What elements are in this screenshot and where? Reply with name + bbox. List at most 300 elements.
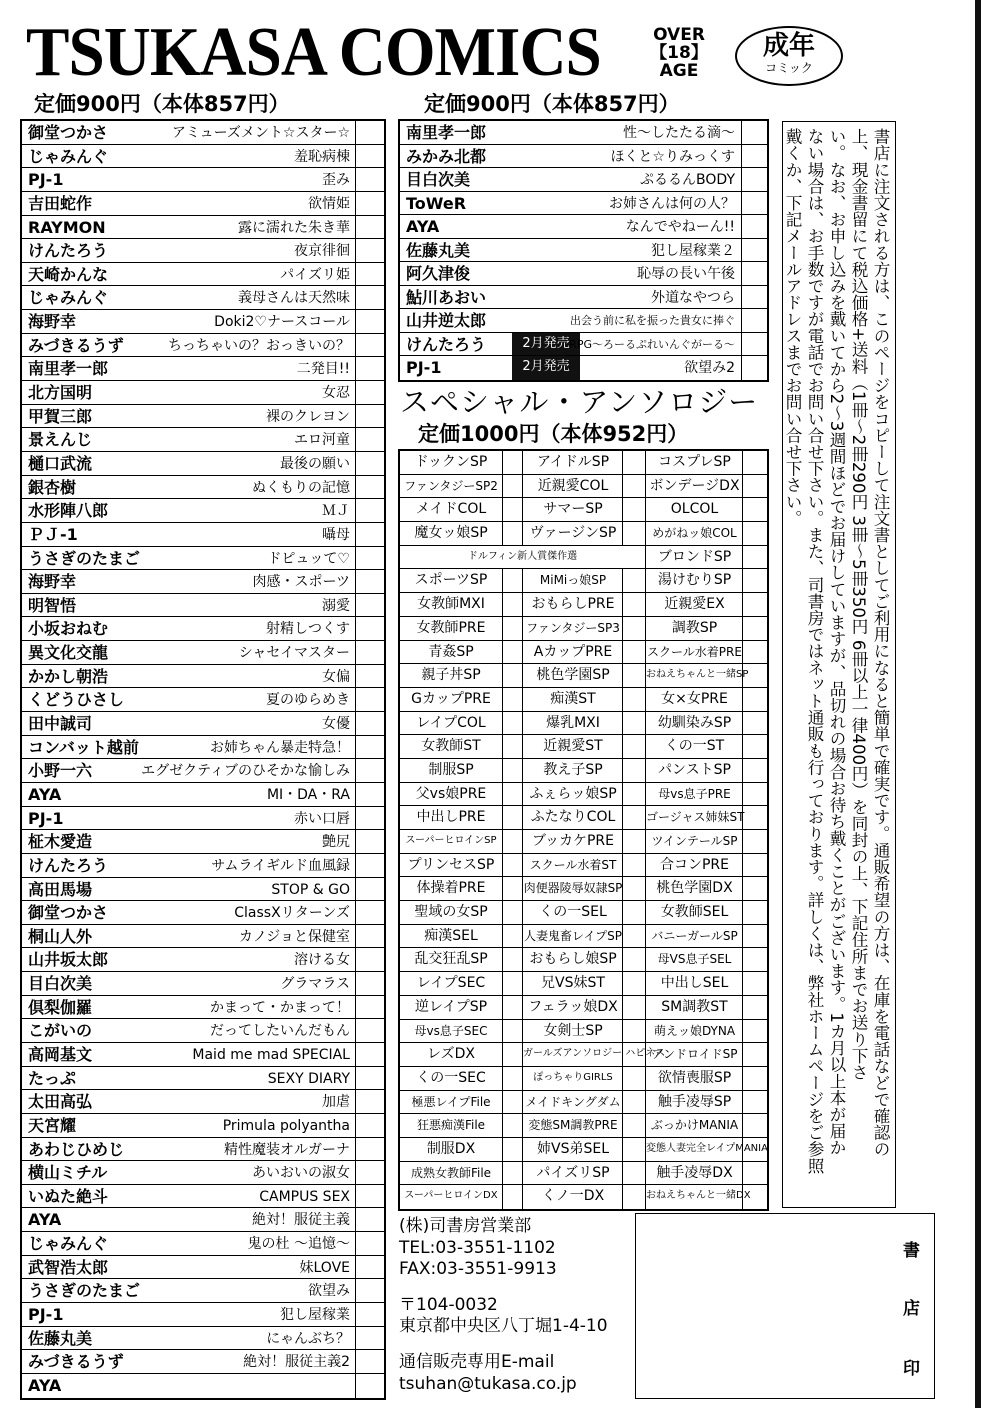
order-checkbox[interactable] — [502, 451, 523, 474]
anthology-title: めがねッ娘COL — [645, 522, 743, 545]
order-checkbox[interactable] — [742, 1162, 772, 1185]
order-checkbox[interactable] — [502, 1020, 523, 1043]
order-checkbox[interactable] — [622, 877, 646, 900]
table-row — [22, 641, 384, 665]
order-checkbox[interactable] — [622, 569, 646, 592]
order-checkbox[interactable] — [502, 783, 523, 806]
anthology-title: 萌えッ娘DYNA — [645, 1020, 743, 1043]
order-checkbox[interactable] — [622, 854, 646, 877]
order-checkbox[interactable] — [502, 641, 523, 664]
book-title: 歪み — [322, 172, 350, 189]
order-checkbox[interactable] — [355, 925, 384, 948]
order-checkbox[interactable] — [741, 239, 767, 262]
order-checkbox[interactable] — [355, 428, 384, 451]
order-checkbox[interactable] — [355, 736, 384, 759]
order-checkbox[interactable] — [741, 215, 767, 238]
order-checkbox[interactable] — [355, 476, 384, 499]
order-checkbox[interactable] — [355, 192, 384, 215]
table-row — [22, 357, 384, 381]
order-checkbox[interactable] — [741, 168, 767, 191]
book-title: あいおいの淑女 — [252, 1165, 350, 1182]
postal-code: 〒104-0032 — [399, 1295, 498, 1315]
book-title: 溺愛 — [322, 597, 350, 614]
book-title: 艶尻 — [322, 834, 350, 851]
order-checkbox[interactable] — [742, 783, 772, 806]
anthology-title: バニーガールSP — [645, 925, 743, 948]
order-checkbox[interactable] — [741, 145, 767, 168]
order-checkbox[interactable] — [742, 688, 772, 711]
notice-line: 書店に注文される方は、このページをコピーして注文書としてご利用になると簡単で確実です。通販希望の方は、在庫を電話などで確認の — [871, 128, 890, 1158]
anthology-title: スクール水着PRE — [645, 641, 743, 664]
order-checkbox[interactable] — [742, 1067, 772, 1090]
anthology-title: ツインテールSP — [645, 830, 743, 853]
anthology-title: 聖域の女SP — [414, 904, 488, 921]
anthology-title: 制服DX — [426, 1140, 476, 1157]
anthology-title: ドックンSP — [414, 454, 488, 470]
anthology-title: 桃色学園DX — [645, 877, 743, 900]
anthology-row — [400, 901, 767, 925]
anthology-title: ボンデージDX — [645, 475, 743, 498]
order-checkbox[interactable] — [502, 901, 523, 924]
email-address[interactable]: tsuhan@tukasa.co.jp — [399, 1374, 577, 1394]
order-checkbox[interactable] — [502, 925, 523, 948]
order-checkbox[interactable] — [742, 901, 772, 924]
author-name: AYA — [28, 784, 62, 804]
order-checkbox[interactable] — [742, 546, 772, 569]
anthology-row — [400, 1114, 767, 1138]
order-checkbox[interactable] — [355, 1114, 384, 1137]
order-checkbox[interactable] — [502, 1185, 523, 1209]
order-checkbox[interactable] — [355, 617, 384, 640]
order-checkbox[interactable] — [502, 1114, 523, 1137]
order-checkbox[interactable] — [742, 475, 772, 498]
order-checkbox[interactable] — [355, 878, 384, 901]
special-anthology-heading: スペシャル・アンソロジー — [400, 385, 759, 419]
order-checkbox[interactable] — [355, 830, 384, 853]
order-checkbox[interactable] — [742, 1185, 772, 1209]
anthology-title: 欲情喪服SP — [645, 1067, 743, 1090]
anthology-title: 成熟女教師File — [410, 1165, 492, 1180]
order-checkbox[interactable] — [502, 1091, 523, 1114]
book-title: 欲望み — [308, 1283, 350, 1300]
seal-main-text: 成年 — [762, 31, 815, 61]
book-title: ほくと☆りみっくす — [610, 148, 735, 165]
order-checkbox[interactable] — [502, 617, 523, 640]
order-checkbox[interactable] — [622, 617, 646, 640]
order-checkbox[interactable] — [622, 475, 646, 498]
order-checkbox[interactable] — [502, 1162, 523, 1185]
book-title: SEXY DIARY — [267, 1070, 350, 1087]
table-row — [22, 452, 384, 476]
book-title: お姉ちゃん暴走特急！ — [210, 739, 350, 756]
order-checkbox[interactable] — [355, 1208, 384, 1231]
anthology-row — [400, 1138, 767, 1162]
order-checkbox[interactable] — [622, 451, 646, 474]
author-name: AYA — [28, 1210, 62, 1230]
order-checkbox[interactable] — [742, 617, 772, 640]
age-badge-line: OVER — [653, 25, 705, 45]
order-checkbox[interactable] — [502, 593, 523, 616]
author-name: 海野幸 — [28, 572, 77, 592]
author-name: こがいの — [28, 1021, 93, 1041]
special-anthology-price: 定価1000円（本体952円） — [418, 422, 689, 446]
order-checkbox[interactable] — [622, 948, 646, 971]
order-checkbox[interactable] — [742, 451, 772, 474]
order-checkbox[interactable] — [355, 286, 384, 309]
book-title: 女忍 — [322, 385, 350, 402]
order-checkbox[interactable] — [355, 948, 384, 971]
order-checkbox[interactable] — [355, 310, 384, 333]
author-name: けんたろう — [406, 334, 487, 354]
order-checkbox[interactable] — [622, 1185, 646, 1209]
table-row — [22, 1327, 384, 1351]
anthology-title: スーパーヒロインDX — [404, 1190, 498, 1202]
order-checkbox[interactable] — [742, 925, 772, 948]
order-checkbox[interactable] — [741, 121, 767, 144]
order-checkbox[interactable] — [742, 759, 772, 782]
order-checkbox[interactable] — [742, 830, 772, 853]
book-title: 裸のクレヨン — [266, 408, 350, 425]
order-checkbox[interactable] — [355, 357, 384, 380]
book-title: 出会う前に私を振った貴女に捧ぐ — [570, 314, 735, 328]
author-name: 異文化交龍 — [28, 643, 109, 663]
table-row — [400, 145, 767, 169]
order-checkbox[interactable] — [355, 216, 384, 239]
order-checkbox[interactable] — [502, 877, 523, 900]
order-checkbox[interactable] — [355, 972, 384, 995]
anthology-title: くの一ST — [645, 735, 743, 758]
order-checkbox[interactable] — [742, 498, 772, 521]
table-row — [22, 334, 384, 358]
age-badge-line: AGE — [659, 61, 699, 81]
anthology-title: 近親愛COL — [522, 475, 623, 498]
anthology-title: 触手凌辱DX — [645, 1162, 743, 1185]
order-checkbox[interactable] — [622, 641, 646, 664]
table-row — [22, 1043, 384, 1067]
order-checkbox[interactable] — [502, 498, 523, 521]
anthology-row — [400, 1091, 767, 1115]
order-checkbox[interactable] — [355, 523, 384, 546]
table-row — [400, 215, 767, 239]
author-name: 高田馬場 — [28, 879, 93, 899]
order-checkbox[interactable] — [741, 333, 767, 356]
order-checkbox[interactable] — [622, 1114, 646, 1137]
order-checkbox[interactable] — [355, 1256, 384, 1279]
table-row — [22, 996, 384, 1020]
order-checkbox[interactable] — [355, 807, 384, 830]
author-name: 明智悟 — [28, 595, 77, 615]
order-checkbox[interactable] — [355, 1161, 384, 1184]
author-name: じゃみんぐ — [28, 288, 109, 308]
order-checkbox[interactable] — [622, 593, 646, 616]
order-checkbox[interactable] — [502, 806, 523, 829]
book-title: ClassXリターンズ — [234, 905, 350, 922]
anthology-row — [400, 806, 767, 830]
book-title: ぷるるんBODY — [640, 172, 735, 189]
book-title: 二発目!! — [296, 361, 350, 378]
order-checkbox[interactable] — [355, 1138, 384, 1161]
table-row — [22, 168, 384, 192]
order-checkbox[interactable] — [622, 1138, 646, 1161]
anthology-title: くノ一DX — [522, 1185, 623, 1209]
book-title: 絶対！服従主義2 — [243, 1354, 350, 1371]
order-checkbox[interactable] — [742, 641, 772, 664]
order-checkbox[interactable] — [355, 499, 384, 522]
order-checkbox[interactable] — [502, 948, 523, 971]
book-title: 精性魔装オルガーナ — [224, 1141, 350, 1158]
table-row — [22, 972, 384, 996]
order-checkbox[interactable] — [742, 854, 772, 877]
order-checkbox[interactable] — [502, 712, 523, 735]
order-checkbox[interactable] — [355, 168, 384, 191]
order-checkbox[interactable] — [355, 665, 384, 688]
order-checkbox[interactable] — [742, 1114, 772, 1137]
book-title: にゃんぶち？ — [266, 1330, 350, 1347]
order-checkbox[interactable] — [502, 688, 523, 711]
order-checkbox[interactable] — [355, 239, 384, 262]
order-checkbox[interactable] — [355, 1019, 384, 1042]
order-checkbox[interactable] — [622, 783, 646, 806]
table-row — [22, 594, 384, 618]
order-checkbox[interactable] — [502, 854, 523, 877]
age-badge-line: 【18】 — [650, 43, 708, 63]
order-checkbox[interactable] — [741, 356, 767, 380]
book-title: 恥辱の長い午後 — [637, 266, 735, 283]
order-checkbox[interactable] — [502, 522, 523, 545]
order-checkbox[interactable] — [742, 1020, 772, 1043]
order-checkbox[interactable] — [502, 569, 523, 592]
stamp-label: 書 — [903, 1241, 920, 1261]
author-name: けんたろう — [28, 855, 109, 875]
order-checkbox[interactable] — [622, 925, 646, 948]
anthology-row — [400, 1162, 767, 1186]
order-checkbox[interactable] — [622, 1091, 646, 1114]
order-checkbox[interactable] — [355, 570, 384, 593]
order-checkbox[interactable] — [502, 759, 523, 782]
order-checkbox[interactable] — [502, 1067, 523, 1090]
order-checkbox[interactable] — [742, 569, 772, 592]
order-checkbox[interactable] — [742, 948, 772, 971]
order-checkbox[interactable] — [622, 1020, 646, 1043]
order-checkbox[interactable] — [355, 759, 384, 782]
order-checkbox[interactable] — [742, 593, 772, 616]
notice-line: い。なお、お申し込みを戴いてから2～3週間ほどでお届けしていますが、品切れの場合お待ち戴くことがございます。1カ月以上本が届か — [827, 128, 846, 1156]
order-checkbox[interactable] — [355, 1090, 384, 1113]
order-checkbox[interactable] — [355, 1067, 384, 1090]
order-checkbox[interactable] — [502, 475, 523, 498]
table-row — [22, 121, 384, 145]
anthology-title: 制服SP — [428, 761, 474, 778]
anthology-row — [400, 1067, 767, 1091]
book-title: だってしたいんだもん — [210, 1023, 350, 1040]
order-checkbox[interactable] — [355, 996, 384, 1019]
table-row — [22, 736, 384, 760]
anthology-row — [400, 948, 767, 972]
order-checkbox[interactable] — [742, 806, 772, 829]
order-checkbox[interactable] — [355, 854, 384, 877]
anthology-title: 中出しSEL — [645, 972, 743, 995]
table-row — [400, 333, 767, 357]
middle-order-table — [398, 119, 769, 382]
anthology-title: レイプSEC — [416, 975, 486, 992]
author-name: みづきるうず — [28, 335, 124, 355]
table-row — [22, 1138, 384, 1162]
order-checkbox[interactable] — [742, 1043, 772, 1066]
release-badge: 2月発売 — [512, 356, 580, 380]
anthology-title: ヴァージンSP — [522, 522, 623, 545]
order-checkbox[interactable] — [502, 1138, 523, 1161]
book-title: 性～したたる滴～ — [623, 125, 735, 141]
order-checkbox[interactable] — [355, 901, 384, 924]
order-checkbox[interactable] — [622, 759, 646, 782]
author-name: 倶梨伽羅 — [28, 997, 93, 1017]
order-checkbox[interactable] — [355, 334, 384, 357]
order-checkbox[interactable] — [355, 547, 384, 570]
author-name: けんたろう — [28, 241, 109, 261]
book-title: 加虐 — [322, 1094, 350, 1111]
author-name: 甲賀三郎 — [28, 406, 93, 426]
order-checkbox[interactable] — [742, 877, 772, 900]
fax-number: FAX:03-3551-9913 — [399, 1259, 557, 1279]
table-row — [22, 428, 384, 452]
order-checkbox[interactable] — [741, 309, 767, 332]
author-name: AYA — [28, 1375, 62, 1395]
author-name: 高岡基文 — [28, 1044, 93, 1064]
order-checkbox[interactable] — [742, 1138, 772, 1161]
order-checkbox[interactable] — [622, 712, 646, 735]
order-checkbox[interactable] — [742, 522, 772, 545]
author-name: じゃみんぐ — [28, 1234, 109, 1254]
anthology-title: 変態人妻完全レイプMANIA — [645, 1138, 743, 1161]
order-checkbox[interactable] — [502, 1043, 523, 1066]
order-checkbox[interactable] — [742, 1091, 772, 1114]
order-checkbox[interactable] — [742, 735, 772, 758]
anthology-title: ふたなりCOL — [522, 806, 623, 829]
email-label: 通信販売専用E-mail — [399, 1352, 555, 1372]
order-checkbox[interactable] — [355, 1374, 384, 1398]
order-checkbox[interactable] — [355, 783, 384, 806]
order-checkbox[interactable] — [355, 263, 384, 286]
order-checkbox[interactable] — [355, 1185, 384, 1208]
order-checkbox[interactable] — [741, 262, 767, 285]
order-checkbox[interactable] — [355, 405, 384, 428]
anthology-row — [400, 854, 767, 878]
order-checkbox[interactable] — [622, 522, 646, 545]
anthology-title: AカップPRE — [522, 641, 623, 664]
order-checkbox[interactable] — [622, 1067, 646, 1090]
author-name: 景えんじ — [28, 430, 93, 450]
anthology-title: コスプレSP — [645, 451, 743, 474]
anthology-row — [400, 593, 767, 617]
anthology-title: くの一SEC — [416, 1069, 486, 1086]
order-checkbox[interactable] — [622, 1162, 646, 1185]
order-checkbox[interactable] — [355, 1327, 384, 1350]
book-title: 肉感・スポーツ — [252, 574, 350, 591]
author-name: うさぎのたまご — [28, 1281, 141, 1301]
table-row — [22, 783, 384, 807]
price-middle: 定価900円（本体857円） — [424, 92, 680, 116]
author-name: うさぎのたまご — [28, 548, 141, 568]
order-checkbox[interactable] — [622, 830, 646, 853]
anthology-row — [400, 664, 767, 688]
table-row — [400, 121, 767, 145]
anthology-title: 体操着PRE — [416, 880, 486, 897]
order-checkbox[interactable] — [355, 1350, 384, 1373]
order-checkbox[interactable] — [742, 972, 772, 995]
anthology-order-table — [398, 449, 769, 1211]
order-checkbox[interactable] — [741, 286, 767, 309]
anthology-title: 女教師ST — [421, 738, 481, 755]
order-checkbox[interactable] — [742, 712, 772, 735]
order-checkbox[interactable] — [355, 1279, 384, 1302]
anthology-title: パンストSP — [645, 759, 743, 782]
order-checkbox[interactable] — [355, 712, 384, 735]
table-row — [22, 688, 384, 712]
book-title: ぬくもりの記憶 — [252, 479, 350, 496]
author-name: 桐山人外 — [28, 926, 93, 946]
order-checkbox[interactable] — [355, 1232, 384, 1255]
order-checkbox[interactable] — [622, 735, 646, 758]
notice-line: 上、現金書留にて税込価格+送料（1冊～2冊290円 3冊～5冊350円 6冊以上一律400円）を同封の上、下記住所までお送り下さ — [849, 128, 868, 1081]
order-checkbox[interactable] — [355, 594, 384, 617]
order-checkbox[interactable] — [622, 996, 646, 1019]
order-checkbox[interactable] — [355, 452, 384, 475]
order-checkbox[interactable] — [355, 1043, 384, 1066]
author-name: 武智浩太郎 — [28, 1257, 109, 1277]
order-checkbox[interactable] — [502, 996, 523, 1019]
order-checkbox[interactable] — [622, 498, 646, 521]
order-checkbox[interactable] — [502, 735, 523, 758]
order-checkbox[interactable] — [355, 688, 384, 711]
book-title: 妹LOVE — [299, 1259, 350, 1276]
order-checkbox[interactable] — [741, 192, 767, 215]
order-checkbox[interactable] — [622, 1043, 646, 1066]
book-title: サムライギルド血風録 — [211, 857, 350, 874]
order-checkbox[interactable] — [742, 996, 772, 1019]
order-checkbox[interactable] — [622, 688, 646, 711]
book-title: RPG～ろーるぷれいんぐがーる～ — [569, 337, 735, 351]
order-checkbox[interactable] — [355, 641, 384, 664]
book-title: エロ河童 — [294, 432, 350, 449]
order-checkbox[interactable] — [742, 664, 772, 687]
anthology-title: 触手凌辱SP — [645, 1091, 743, 1114]
anthology-title: ゴージャス姉妹ST — [645, 806, 743, 829]
order-checkbox[interactable] — [502, 830, 523, 853]
author-name: たっぷ — [28, 1068, 77, 1088]
book-title: 囁母 — [322, 526, 350, 543]
book-title: 欲情姫 — [308, 195, 350, 212]
anthology-title: 湯けむりSP — [645, 569, 743, 592]
author-name: 南里孝一郎 — [406, 123, 487, 142]
author-name: 小野一六 — [28, 761, 93, 781]
order-checkbox[interactable] — [355, 121, 384, 144]
book-title: MI・DA・RA — [266, 786, 350, 803]
order-checkbox[interactable] — [622, 806, 646, 829]
book-title: かまって・かまって！ — [210, 999, 350, 1016]
order-checkbox[interactable] — [502, 664, 523, 687]
author-name: 山井坂太郎 — [28, 950, 109, 970]
table-row — [400, 168, 767, 192]
order-checkbox[interactable] — [622, 664, 646, 687]
order-checkbox[interactable] — [355, 1303, 384, 1326]
author-name: 北方国明 — [28, 383, 93, 403]
order-checkbox[interactable] — [622, 972, 646, 995]
order-checkbox[interactable] — [622, 901, 646, 924]
order-checkbox[interactable] — [355, 381, 384, 404]
order-checkbox[interactable] — [502, 972, 523, 995]
order-checkbox[interactable] — [355, 145, 384, 168]
anthology-title: ファンタジーSP2 — [404, 478, 498, 493]
